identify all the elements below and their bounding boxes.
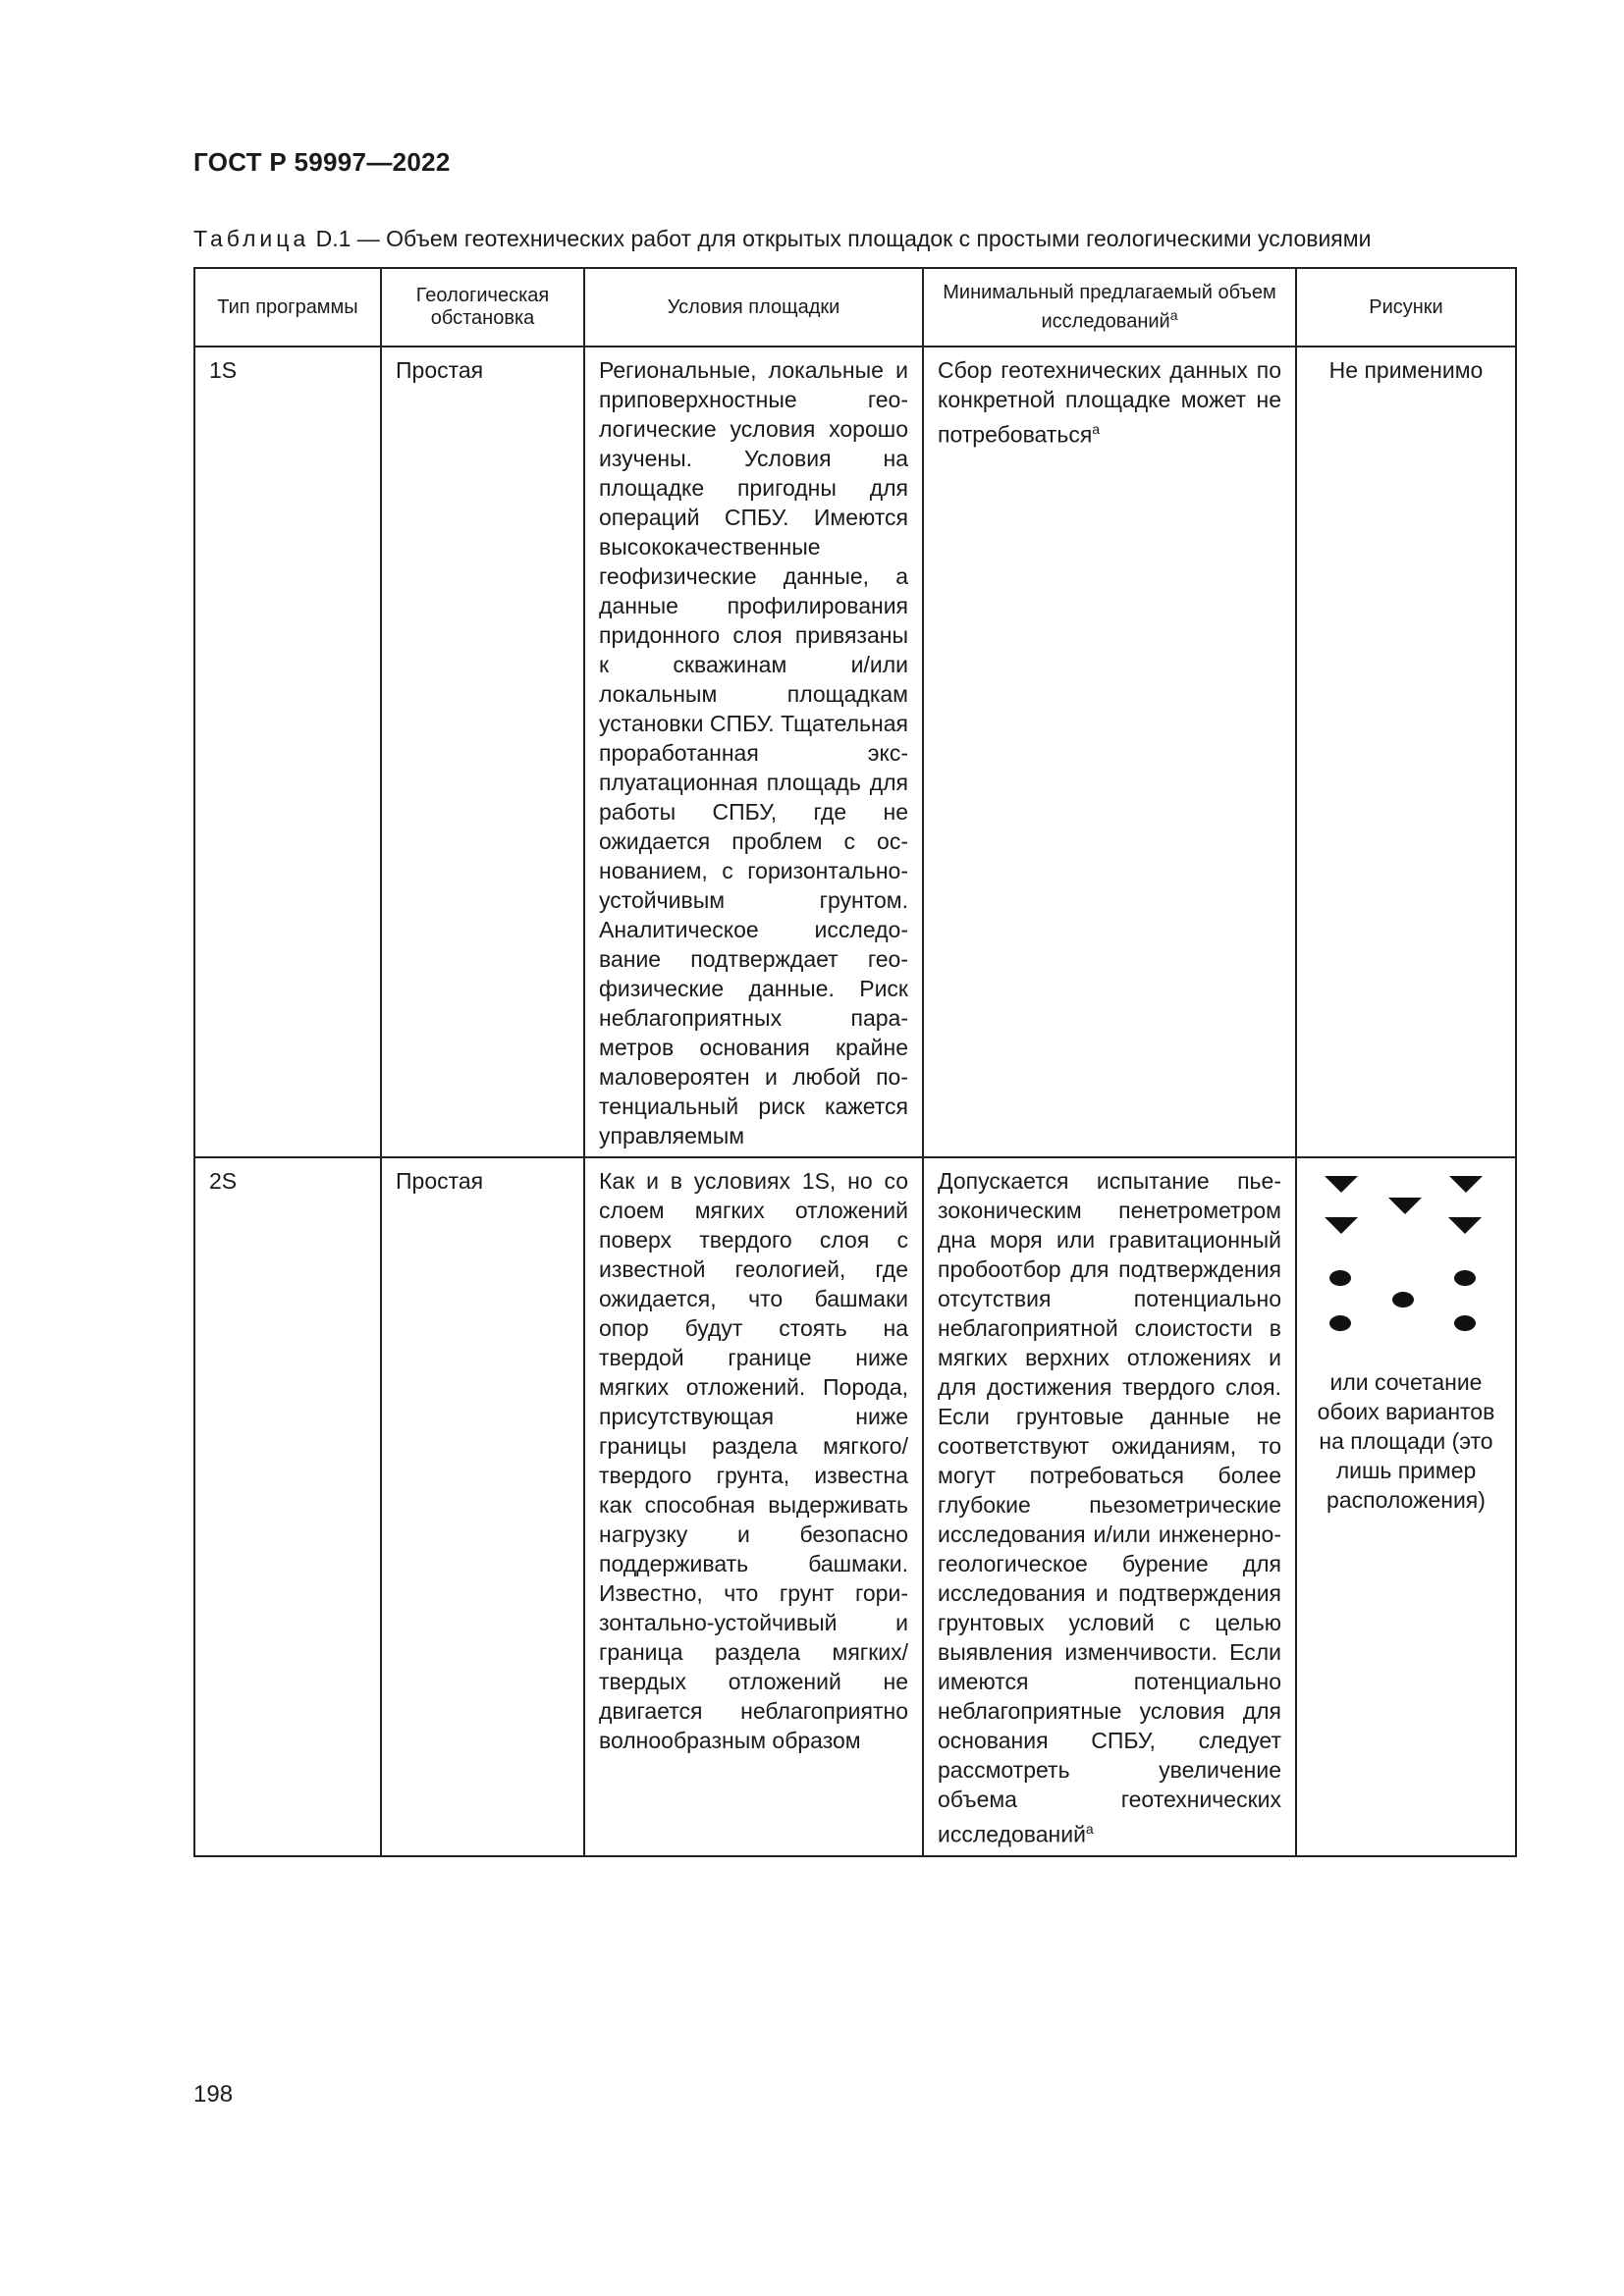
cell-figures: Не применимо bbox=[1296, 347, 1516, 1157]
footnote-mark: a bbox=[1085, 1821, 1094, 1837]
figure-caption: или сочетание обоих вариантов на площади (это лишь пример расположения) bbox=[1317, 1369, 1495, 1513]
ellipse-marker-icon bbox=[1454, 1315, 1476, 1331]
cell-figures bbox=[1296, 1157, 1516, 1856]
cell-geological-setting: Простая bbox=[381, 347, 584, 1157]
leg-layout-figure bbox=[1311, 1166, 1501, 1367]
header-geological-setting: Геологическая обстановка bbox=[381, 268, 584, 347]
table-caption-text: D.1 — Объем геотехнических работ для открытых площадок с простыми геологическими условиями bbox=[309, 226, 1372, 251]
ellipse-marker-icon bbox=[1329, 1270, 1351, 1286]
cell-program-type: 1S bbox=[194, 347, 381, 1157]
page-number: 198 bbox=[193, 2081, 234, 2108]
header-minimum-scope bbox=[923, 268, 1296, 347]
triangle-marker-icon bbox=[1449, 1176, 1483, 1193]
triangle-marker-icon bbox=[1325, 1176, 1358, 1193]
ellipse-marker-icon bbox=[1329, 1315, 1351, 1331]
cell-minimum-scope-text: Сбор геотехнических данных по конкретной площадке может не потребоваться bbox=[938, 357, 1281, 448]
header-program-type: Тип программы bbox=[194, 268, 381, 347]
cell-program-type: 2S bbox=[194, 1157, 381, 1856]
ellipse-marker-icon bbox=[1392, 1292, 1414, 1308]
ellipse-marker-icon bbox=[1454, 1270, 1476, 1286]
cell-minimum-scope bbox=[923, 347, 1296, 1157]
footnote-mark: a bbox=[1169, 306, 1178, 323]
header-site-conditions: Условия площадки bbox=[584, 268, 923, 347]
cell-minimum-scope bbox=[923, 1157, 1296, 1856]
table-row bbox=[194, 1157, 1516, 1856]
cell-minimum-scope-text: Допускается испытание пьезоконическим пенетрометром дна моря или гравитационный пробоотбор для подтверждения отсутствия потенциально неблагоприятной слоистости в мягких верхних отложениях и для достижения твердого слоя. Если грунтовые данные не соответствуют ожиданиям, то могут потребоваться более глубокие пьезометрические исследования и/или инженерно-геологическое бурение для исследования и подтверждения грунтовых условий с целью выявления изменчивости. Если имеются потенциально неблагоприятные условия для основания СПБУ, следует рассмотреть увеличение объема геотехнических исследований bbox=[938, 1168, 1281, 1847]
table-header-row bbox=[194, 268, 1516, 347]
cell-geological-setting: Простая bbox=[381, 1157, 584, 1856]
triangle-marker-icon bbox=[1388, 1198, 1422, 1214]
header-minimum-scope-text: Минимальный предлагаемый объем исследований bbox=[943, 281, 1276, 333]
footnote-mark: a bbox=[1092, 421, 1101, 437]
table-row bbox=[194, 347, 1516, 1157]
document-id: ГОСТ Р 59997—2022 bbox=[193, 147, 451, 177]
cell-site-conditions: Как и в условиях 1S, но со слоем мягких отложений поверх твердого слоя с известной геологией, где ожидается, что башмаки опор будут стоять на твердой границе ниже мягких отложений. Порода, присутствующая ниже границы раздела мягкого/ твердого грунта, известна как способная выдерживать нагрузку и безопасно поддерживать башмаки. Известно, что грунт горизонтально-устойчивый и граница раздела мягких/ твердых отложений не двигается неблагоприятно волнообразным образом bbox=[584, 1157, 923, 1856]
triangle-marker-icon bbox=[1448, 1217, 1482, 1234]
table-caption bbox=[193, 226, 1371, 252]
table-caption-label: Таблица bbox=[193, 226, 310, 251]
triangle-marker-icon bbox=[1325, 1217, 1358, 1234]
geotechnical-scope-table bbox=[193, 267, 1517, 1857]
cell-site-conditions: Региональные, локальные и приповерхностные геологические условия хорошо изучены. Условия на площадке пригодны для операций СПБУ. Имеются высококачественные геофизические данные, а данные профилирования придонного слоя привязаны к скважинам и/или локальным площадкам установки СПБУ. Тщательная проработанная эксплуатационная площадь для работы СПБУ, где не ожидается проблем с основанием, с горизонтально-устойчивым грунтом. Аналитическое исследование подтверждает геофизические данные. Риск неблагоприятных параметров основания крайне маловероятен и любой потенциальный риск кажется управляемым bbox=[584, 347, 923, 1157]
header-figures: Рисунки bbox=[1296, 268, 1516, 347]
